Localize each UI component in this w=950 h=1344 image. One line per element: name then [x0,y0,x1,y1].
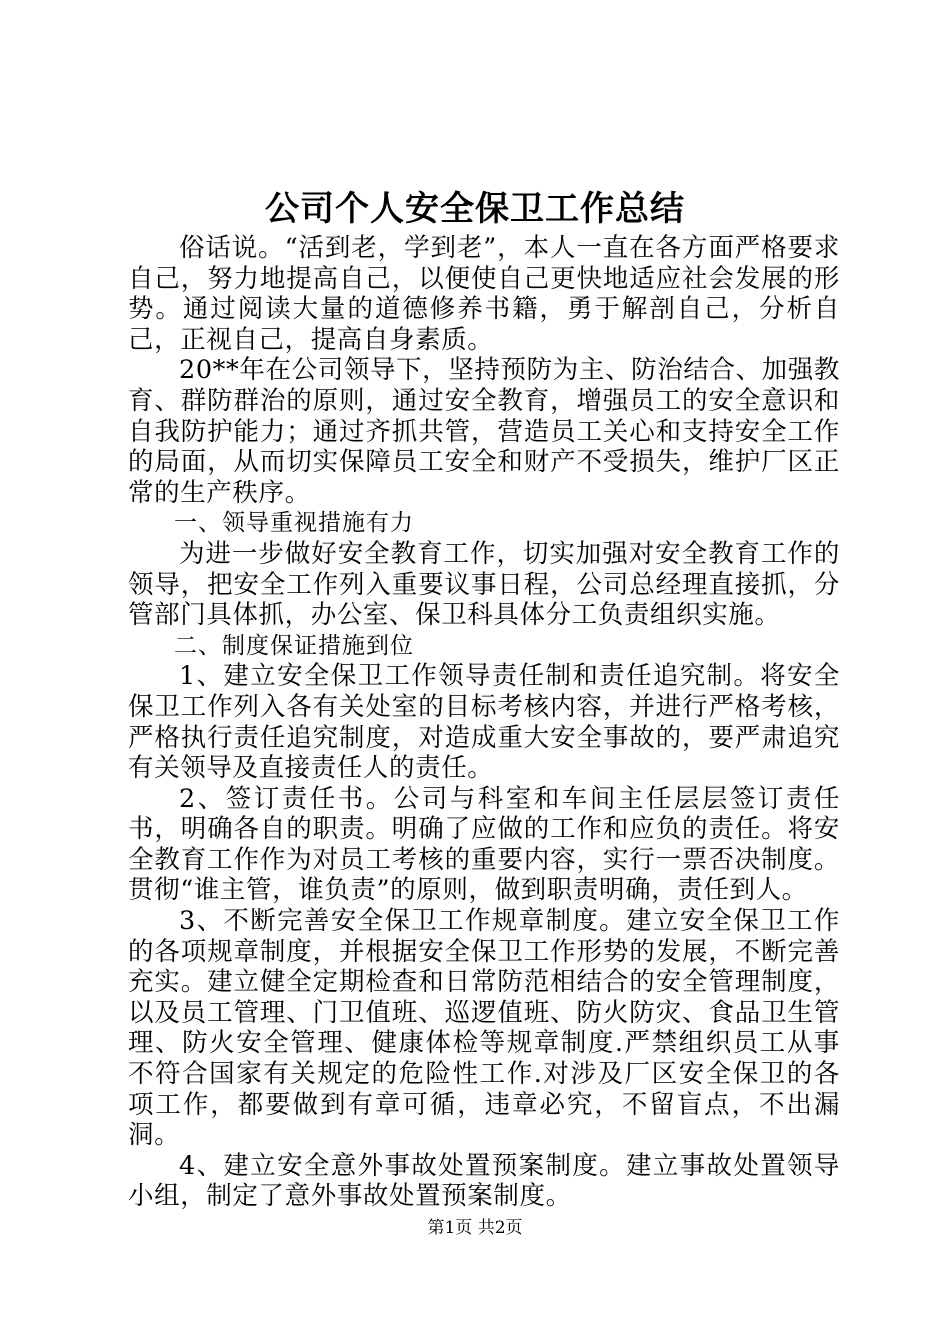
paragraph-6: 3、不断完善安全保卫工作规章制度。建立安全保卫工作的各项规章制度，并根据安全保卫工作形势的发展，不断完善充实。建立健全定期检查和日常防范相结合的安全管理制度，以及员工管理、门卫值班、巡逻值班、防火防灾、食品卫生管理、防火安全管理、健康体检等规章制度.严禁组织员工从事不符合国家有关规定的危险性工作.对涉及厂区安全保卫的各项工作，都要做到有章可循，违章必究，不留盲点，不出漏洞。 [128,906,840,1151]
page-footer: 第1页 共2页 [427,1218,523,1238]
paragraph-7: 4、建立安全意外事故处置预案制度。建立事故处置领导小组，制定了意外事故处置预案制度。 [128,1150,840,1212]
paragraph-1: 俗话说。“活到老，学到老”，本人一直在各方面严格要求自己，努力地提高自己，以便使自己更快地适应社会发展的形势。通过阅读大量的道德修养书籍，勇于解剖自己，分析自己，正视自己，提高自身素质。 [128,233,840,355]
paragraph-4: 1、建立安全保卫工作领导责任制和责任追究制。将安全保卫工作列入各有关处室的目标考核内容，并进行严格考核，严格执行责任追究制度，对造成重大安全事故的，要严肃追究有关领导及直接责任人的责任。 [128,661,840,784]
paragraph-2: 20**年在公司领导下，坚持预防为主、防治结合、加强教育、群防群治的原则，通过安全教育，增强员工的安全意识和自我防护能力；通过齐抓共管，营造员工关心和支持安全工作的局面，从而切实保障员工安全和财产不受损失，维护厂区正常的生产秩序。 [128,355,840,508]
paragraph-5: 2、签订责任书。公司与科室和车间主任层层签订责任书，明确各自的职责。明确了应做的工作和应负的责任。将安全教育工作作为对员工考核的重要内容，实行一票否决制度。贯彻“谁主管，谁负责”的原则，做到职责明确，责任到人。 [128,783,840,906]
document-title: 公司个人安全保卫工作总结 [265,189,685,229]
document-body [128,233,840,1212]
section-heading-2: 二、制度保证措施到位 [174,632,414,659]
section-heading-1: 一、领导重视措施有力 [174,510,414,537]
paragraph-3: 为进一步做好安全教育工作，切实加强对安全教育工作的领导，把安全工作列入重要议事日程，公司总经理直接抓，分管部门具体抓，办公室、保卫科具体分工负责组织实施。 [128,538,840,631]
